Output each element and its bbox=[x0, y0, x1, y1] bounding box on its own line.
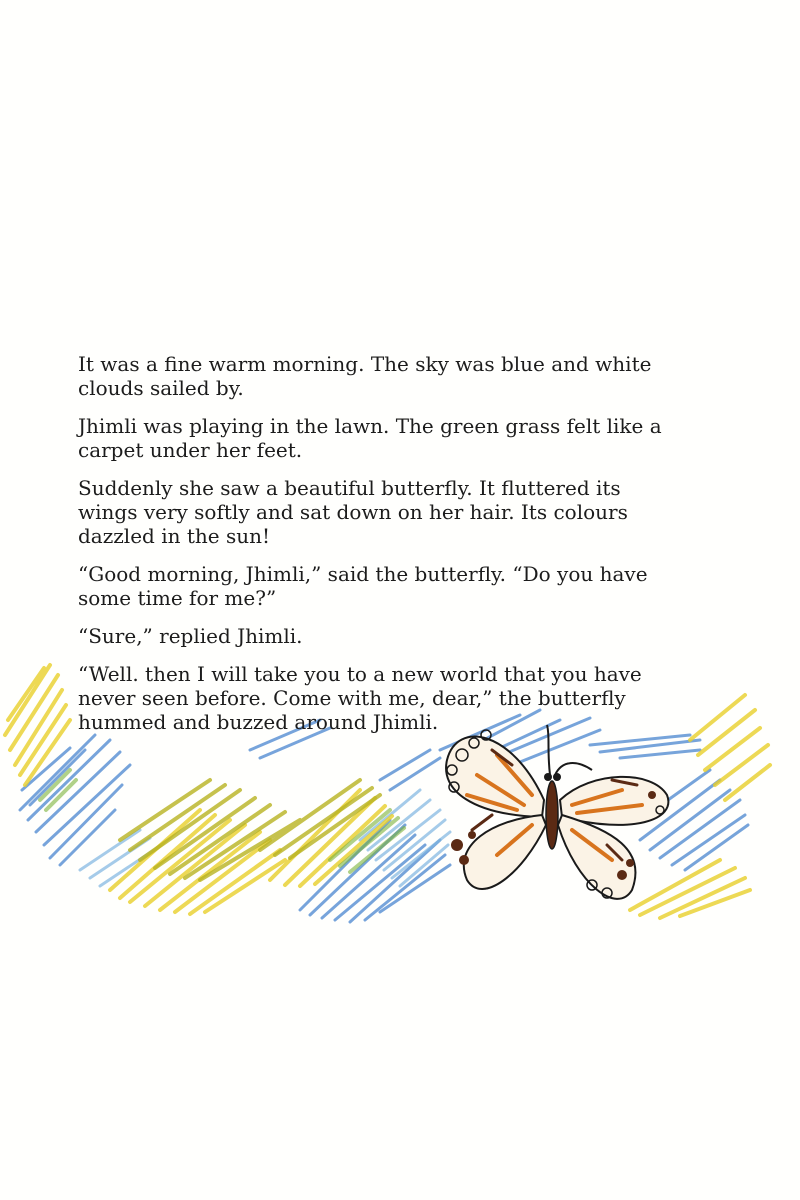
right-upper-wing bbox=[560, 777, 668, 825]
paragraph-2: Jhimli was playing in the lawn. The green grass felt like a carpet under her feet. bbox=[78, 414, 662, 462]
paragraph-5: “Sure,” replied Jhimli. bbox=[78, 624, 303, 648]
paragraph-1: It was a fine warm morning. The sky was blue and white clouds sailed by. bbox=[78, 352, 652, 400]
butterfly-body bbox=[546, 781, 558, 849]
story-text bbox=[78, 352, 678, 748]
paragraph-3: Suddenly she saw a beautiful butterfly. It fluttered its wings very softly and sat down on her hair. Its colours dazzled in the sun! bbox=[78, 476, 628, 548]
paragraph-6: “Well. then I will take you to a new world that you have never seen before. Come with me, dear,” the butterfly hummed and buzzed around Jhimli. bbox=[78, 662, 642, 734]
paragraph-4: “Good morning, Jhimli,” said the butterfly. “Do you have some time for me?” bbox=[78, 562, 648, 610]
butterfly-icon bbox=[446, 725, 668, 899]
